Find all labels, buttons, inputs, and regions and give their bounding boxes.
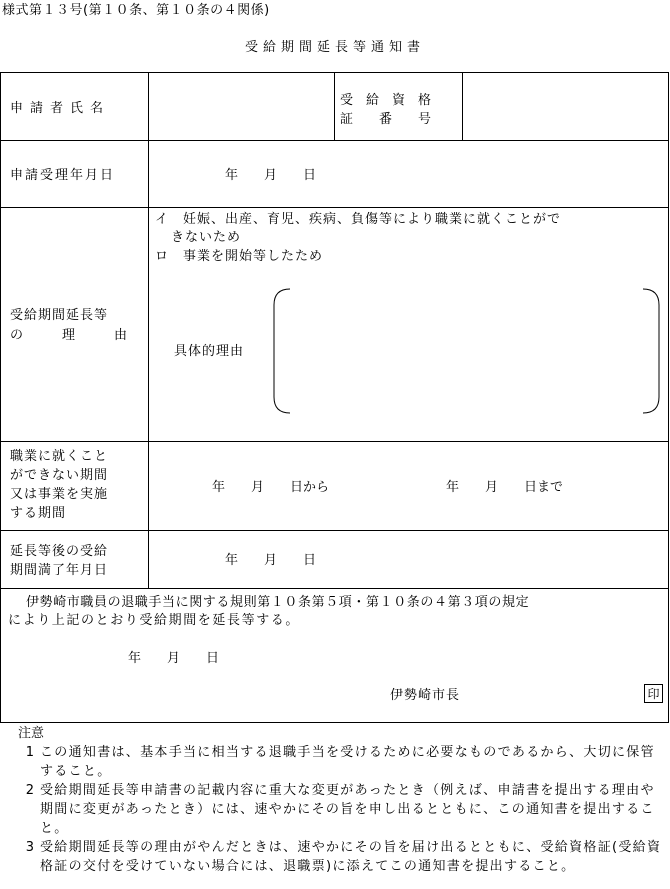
- reason-option-i: イ 妊娠、出産、育児、疾病、負傷等により職業に就くことがで: [155, 212, 562, 227]
- specific-reason-label: 具体的理由: [174, 344, 245, 359]
- note-text: この通知書は、基本手当に相当する退職手当を受けるために必要なものであるから、大切に保管すること。: [40, 745, 655, 779]
- form-number: 様式第１３号(第１０条、第１０条の４関係): [2, 3, 270, 18]
- statement-line1: 伊勢崎市職員の退職手当に関する規則第１０条第５項・第１０条の４第３項の規定: [26, 595, 530, 610]
- applicant-name-label: 申請者氏名: [10, 101, 111, 116]
- receipt-date-value[interactable]: 年 月 日: [225, 168, 317, 183]
- receipt-date-label: 申請受理年月日: [10, 168, 116, 183]
- cert-number-field[interactable]: [464, 74, 668, 140]
- period-label-line1: 職業に就くこと: [10, 449, 109, 464]
- expiry-date-value[interactable]: 年 月 日: [225, 553, 317, 568]
- cert-number-label-line2: 証 番 号: [340, 112, 432, 127]
- reason-option-i-continued: きないため: [171, 230, 242, 245]
- note-number: 2: [25, 783, 34, 798]
- note-item: [0, 838, 670, 876]
- note-item: [0, 781, 670, 838]
- note-text: 受給期間延長等申請書の記載内容に重大な変更があったとき（例えば、申請書を提出する理由や期間に変更があったとき）には、速やかにその旨を申し出るとともに、この通知書を提出すること。: [40, 783, 655, 836]
- issue-date[interactable]: 年 月 日: [128, 651, 220, 666]
- reason-label-line1: 受給期間延長等: [10, 308, 109, 323]
- seal-mark: 印: [644, 684, 663, 703]
- note-item: [0, 743, 670, 781]
- note-number: 1: [25, 745, 34, 760]
- notes-heading: 注意: [18, 726, 45, 741]
- cert-number-label-line1: 受 給 資 格: [340, 93, 432, 108]
- statement-line2: により上記のとおり受給期間を延長等する。: [8, 613, 301, 628]
- right-bracket: [643, 289, 659, 413]
- issuer-name: 伊勢崎市長: [390, 688, 461, 703]
- period-label-line3: 又は事業を実施: [10, 487, 109, 502]
- reason-option-ro: ロ 事業を開始等したため: [155, 249, 324, 264]
- period-label-line2: ができない期間: [10, 468, 109, 483]
- note-number: 3: [25, 840, 34, 855]
- period-from[interactable]: 年 月 日から: [212, 480, 330, 495]
- applicant-name-field[interactable]: [150, 74, 333, 140]
- reason-label-line2: の 理 由: [10, 328, 128, 343]
- notes-section: [0, 724, 670, 876]
- period-to[interactable]: 年 月 日まで: [446, 480, 564, 495]
- document-title: 受給期間延長等通知書: [244, 40, 425, 55]
- expiry-label-line2: 期間満了年月日: [10, 563, 109, 578]
- note-text: 受給期間延長等の理由がやんだときは、速やかにその旨を届け出るとともに、受給資格証(受給資格証の交付を受けていない場合には、退職票)に添えてこの通知書を提出すること。: [40, 840, 662, 874]
- left-bracket: [274, 289, 290, 413]
- period-label-line4: する期間: [10, 506, 67, 521]
- specific-reason-field[interactable]: [290, 290, 642, 412]
- expiry-label-line1: 延長等後の受給: [10, 544, 109, 559]
